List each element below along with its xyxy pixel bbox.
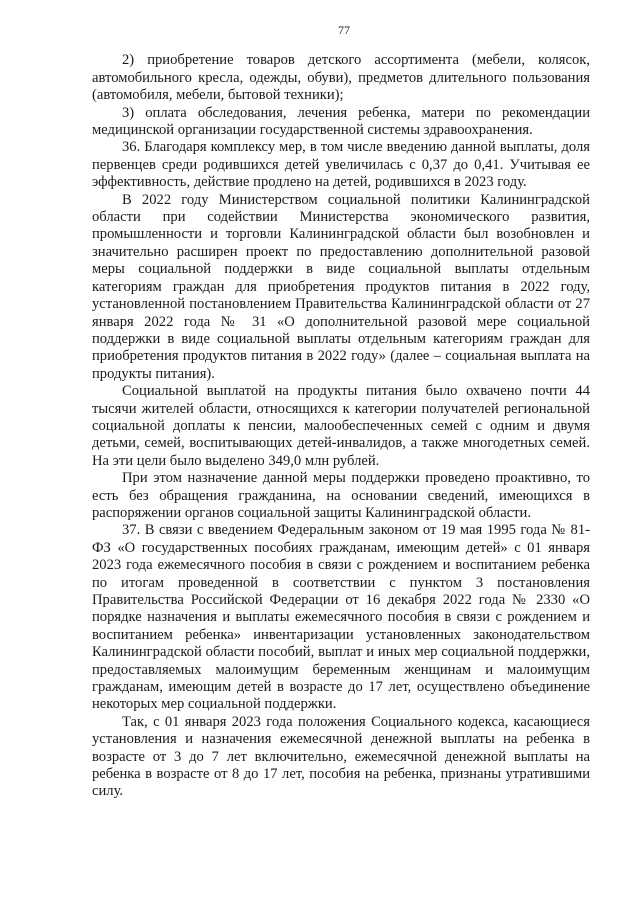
paragraph-37: 37. В связи с введением Федеральным законом от 19 мая 1995 года № 81-ФЗ «О государственных пособиях гражданам, имеющим детей» с 01 января 2023 года ежемесячного пособия в связи с рождением и воспитанием ребенка по итогам проведенной в соответствии с пунктом 3 постановления Правительства Российской Федерации от 16 декабря 2022 года № 2330 «О порядке назначения и выплаты ежемесячного пособия в связи с рождением и воспитанием ребенка» инвентаризации установленных законодательством Калининградской области пособий, выплат и иных мер социальной поддержки, предоставляемых малоимущим беременным женщинам и малоимущим гражданам, имеющим детей в возрасте до 17 лет, осуществлено объединение некоторых мер социальной поддержки. — [92, 522, 590, 713]
page-number: 77 — [338, 23, 350, 37]
paragraph-36: 36. Благодаря комплексу мер, в том числе введению данной выплаты, доля первенцев среди родившихся детей увеличилась с 0,37 до 0,41. Учитывая ее эффективность, действие продлено на детей, родившихся в 2023 году. — [92, 139, 590, 191]
paragraph-item-2: 2) приобретение товаров детского ассортимента (мебели, колясок, автомобильного кресла, одежды, обуви), предметов длительного пользования (автомобиля, мебели, бытовой техники); — [92, 52, 590, 104]
document-page — [92, 22, 590, 801]
paragraph-food-program-2022: В 2022 году Министерством социальной политики Калининградской области при содействии Министерства экономического развития, промышленности и торговли Калининградской области был возобновлен и значительно расширен проект по предоставлению дополнительной разовой меры социальной поддержки в виде социальной выплаты отдельным категориям граждан для приобретения продуктов питания в 2022 году, установленной постановлением Правительства Калининградской области от 27 января 2022 года № 31 «О дополнительной разовой мере социальной поддержки в виде социальной выплаты отдельным категориям граждан для приобретения продуктов питания в 2022 году» (далее – социальная выплата на продукты питания). — [92, 191, 590, 382]
paragraph-food-coverage: Социальной выплатой на продукты питания было охвачено почти 44 тысячи жителей области, относящихся к категории получателей региональной социальной доплаты к пенсии, малообеспеченных семей с одним и двумя детьми, семей, воспитывающих детей-инвалидов, а также многодетных семей. На эти цели было выделено 349,0 млн рублей. — [92, 383, 590, 469]
paragraph-repealed: Так, с 01 января 2023 года положения Социального кодекса, касающиеся установления и назначения ежемесячной денежной выплаты на ребенка в возрасте от 3 до 7 лет включительно, ежемесячной денежной выплаты на ребенка в возрасте от 8 до 17 лет, пособия на ребенка, признаны утратившими силу. — [92, 713, 590, 800]
paragraph-item-3: 3) оплата обследования, лечения ребенка, матери по рекомендации медицинской организации государственной системы здравоохранения. — [92, 104, 590, 139]
paragraph-proactive: При этом назначение данной меры поддержки проведено проактивно, то есть без обращения гражданина, на основании сведений, имеющихся в распоряжении органов социальной защиты Калининградской области. — [92, 470, 590, 521]
